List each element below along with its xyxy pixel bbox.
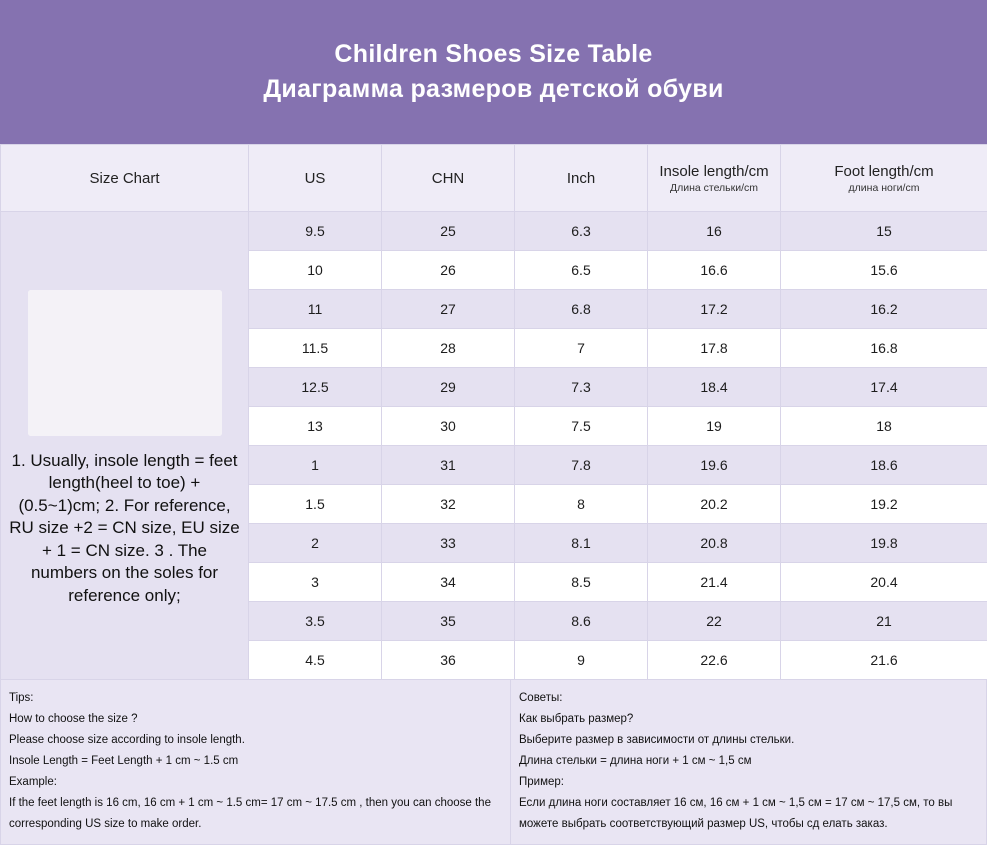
cell-foot: 18.6 [781, 446, 987, 485]
column-header-size-chart: Size Chart [1, 145, 249, 212]
cell-us: 3.5 [249, 602, 382, 641]
cell-insole: 22 [648, 602, 781, 641]
column-header-foot-sub: длина ноги/cm [782, 182, 986, 194]
table-body [1, 212, 987, 680]
tips-ru-line-3: Выберите размер в зависимости от длины стельки. [519, 730, 978, 751]
cell-us: 13 [249, 407, 382, 446]
cell-inch: 6.3 [515, 212, 648, 251]
tips-section [0, 680, 987, 845]
cell-chn: 33 [382, 524, 515, 563]
cell-insole: 21.4 [648, 563, 781, 602]
size-chart-notes: 1. Usually, insole length = feet length(heel to toe) + (0.5~1)cm; 2. For reference, RU size +2 = CN size, EU size + 1 = CN size. 3 . The numbers on the soles for reference only; [5, 450, 244, 607]
cell-insole: 19.6 [648, 446, 781, 485]
cell-insole: 17.2 [648, 290, 781, 329]
size-table [0, 144, 987, 680]
tips-ru-line-2: Как выбрать размер? [519, 709, 978, 730]
cell-us: 1 [249, 446, 382, 485]
cell-insole: 20.2 [648, 485, 781, 524]
cell-chn: 31 [382, 446, 515, 485]
cell-chn: 35 [382, 602, 515, 641]
tips-en-line-1: Tips: [9, 688, 502, 709]
cell-insole: 16.6 [648, 251, 781, 290]
cell-us: 12.5 [249, 368, 382, 407]
cell-foot: 20.4 [781, 563, 987, 602]
cell-chn: 32 [382, 485, 515, 524]
shoe-photo [28, 290, 222, 436]
cell-inch: 7.8 [515, 446, 648, 485]
tips-ru-line-5: Пример: [519, 772, 978, 793]
cell-insole: 18.4 [648, 368, 781, 407]
table-header [1, 145, 987, 212]
cell-inch: 7.5 [515, 407, 648, 446]
table-header-row [1, 145, 987, 212]
tips-en-line-2: How to choose the size ? [9, 709, 502, 730]
cell-inch: 7.3 [515, 368, 648, 407]
cell-us: 3 [249, 563, 382, 602]
cell-insole: 17.8 [648, 329, 781, 368]
cell-chn: 26 [382, 251, 515, 290]
cell-chn: 30 [382, 407, 515, 446]
cell-foot: 19.2 [781, 485, 987, 524]
cell-us: 9.5 [249, 212, 382, 251]
cell-chn: 27 [382, 290, 515, 329]
cell-foot: 17.4 [781, 368, 987, 407]
cell-foot: 18 [781, 407, 987, 446]
column-header-foot [781, 145, 987, 212]
cell-foot: 16.2 [781, 290, 987, 329]
cell-us: 11.5 [249, 329, 382, 368]
tips-en-line-4: Insole Length = Feet Length + 1 cm ~ 1.5 cm [9, 751, 502, 772]
cell-foot: 15.6 [781, 251, 987, 290]
cell-inch: 7 [515, 329, 648, 368]
cell-insole: 20.8 [648, 524, 781, 563]
tips-en-line-3: Please choose size according to insole length. [9, 730, 502, 751]
tips-en-line-6: If the feet length is 16 cm, 16 cm + 1 cm ~ 1.5 cm= 17 cm ~ 17.5 cm , then you can choose the corresponding US size to make order. [9, 793, 502, 835]
cell-chn: 34 [382, 563, 515, 602]
page-title-en: Children Shoes Size Table [334, 40, 652, 69]
cell-chn: 28 [382, 329, 515, 368]
page-title-ru: Диаграмма размеров детской обуви [263, 75, 723, 104]
cell-inch: 8.1 [515, 524, 648, 563]
cell-foot: 19.8 [781, 524, 987, 563]
tips-english [0, 680, 510, 845]
cell-inch: 6.8 [515, 290, 648, 329]
column-header-inch: Inch [515, 145, 648, 212]
cell-foot: 15 [781, 212, 987, 251]
column-header-chn: CHN [382, 145, 515, 212]
cell-us: 10 [249, 251, 382, 290]
cell-foot: 21 [781, 602, 987, 641]
tips-russian [510, 680, 987, 845]
cell-inch: 8.5 [515, 563, 648, 602]
column-header-insole [648, 145, 781, 212]
shoe-photo-background [28, 290, 222, 436]
cell-inch: 9 [515, 641, 648, 680]
cell-us: 4.5 [249, 641, 382, 680]
cell-inch: 8.6 [515, 602, 648, 641]
header-banner [0, 0, 987, 144]
column-header-us: US [249, 145, 382, 212]
cell-insole: 22.6 [648, 641, 781, 680]
cell-insole: 19 [648, 407, 781, 446]
cell-chn: 25 [382, 212, 515, 251]
size-chart-cell [1, 212, 249, 680]
table-row [1, 212, 987, 251]
column-header-foot-main: Foot length/cm [834, 163, 933, 180]
cell-inch: 8 [515, 485, 648, 524]
cell-chn: 29 [382, 368, 515, 407]
column-header-insole-main: Insole length/cm [659, 163, 768, 180]
cell-foot: 21.6 [781, 641, 987, 680]
cell-us: 1.5 [249, 485, 382, 524]
cell-inch: 6.5 [515, 251, 648, 290]
cell-insole: 16 [648, 212, 781, 251]
cell-foot: 16.8 [781, 329, 987, 368]
cell-chn: 36 [382, 641, 515, 680]
tips-ru-line-1: Советы: [519, 688, 978, 709]
column-header-insole-sub: Длина стельки/cm [649, 182, 779, 194]
tips-en-line-5: Example: [9, 772, 502, 793]
cell-us: 2 [249, 524, 382, 563]
cell-us: 11 [249, 290, 382, 329]
tips-ru-line-4: Длина стельки = длина ноги + 1 см ~ 1,5 см [519, 751, 978, 772]
tips-ru-line-6: Если длина ноги составляет 16 см, 16 см + 1 см ~ 1,5 см = 17 см ~ 17,5 см, то вы можете выбрать соответствующий размер US, чтобы сд елать заказ. [519, 793, 978, 835]
